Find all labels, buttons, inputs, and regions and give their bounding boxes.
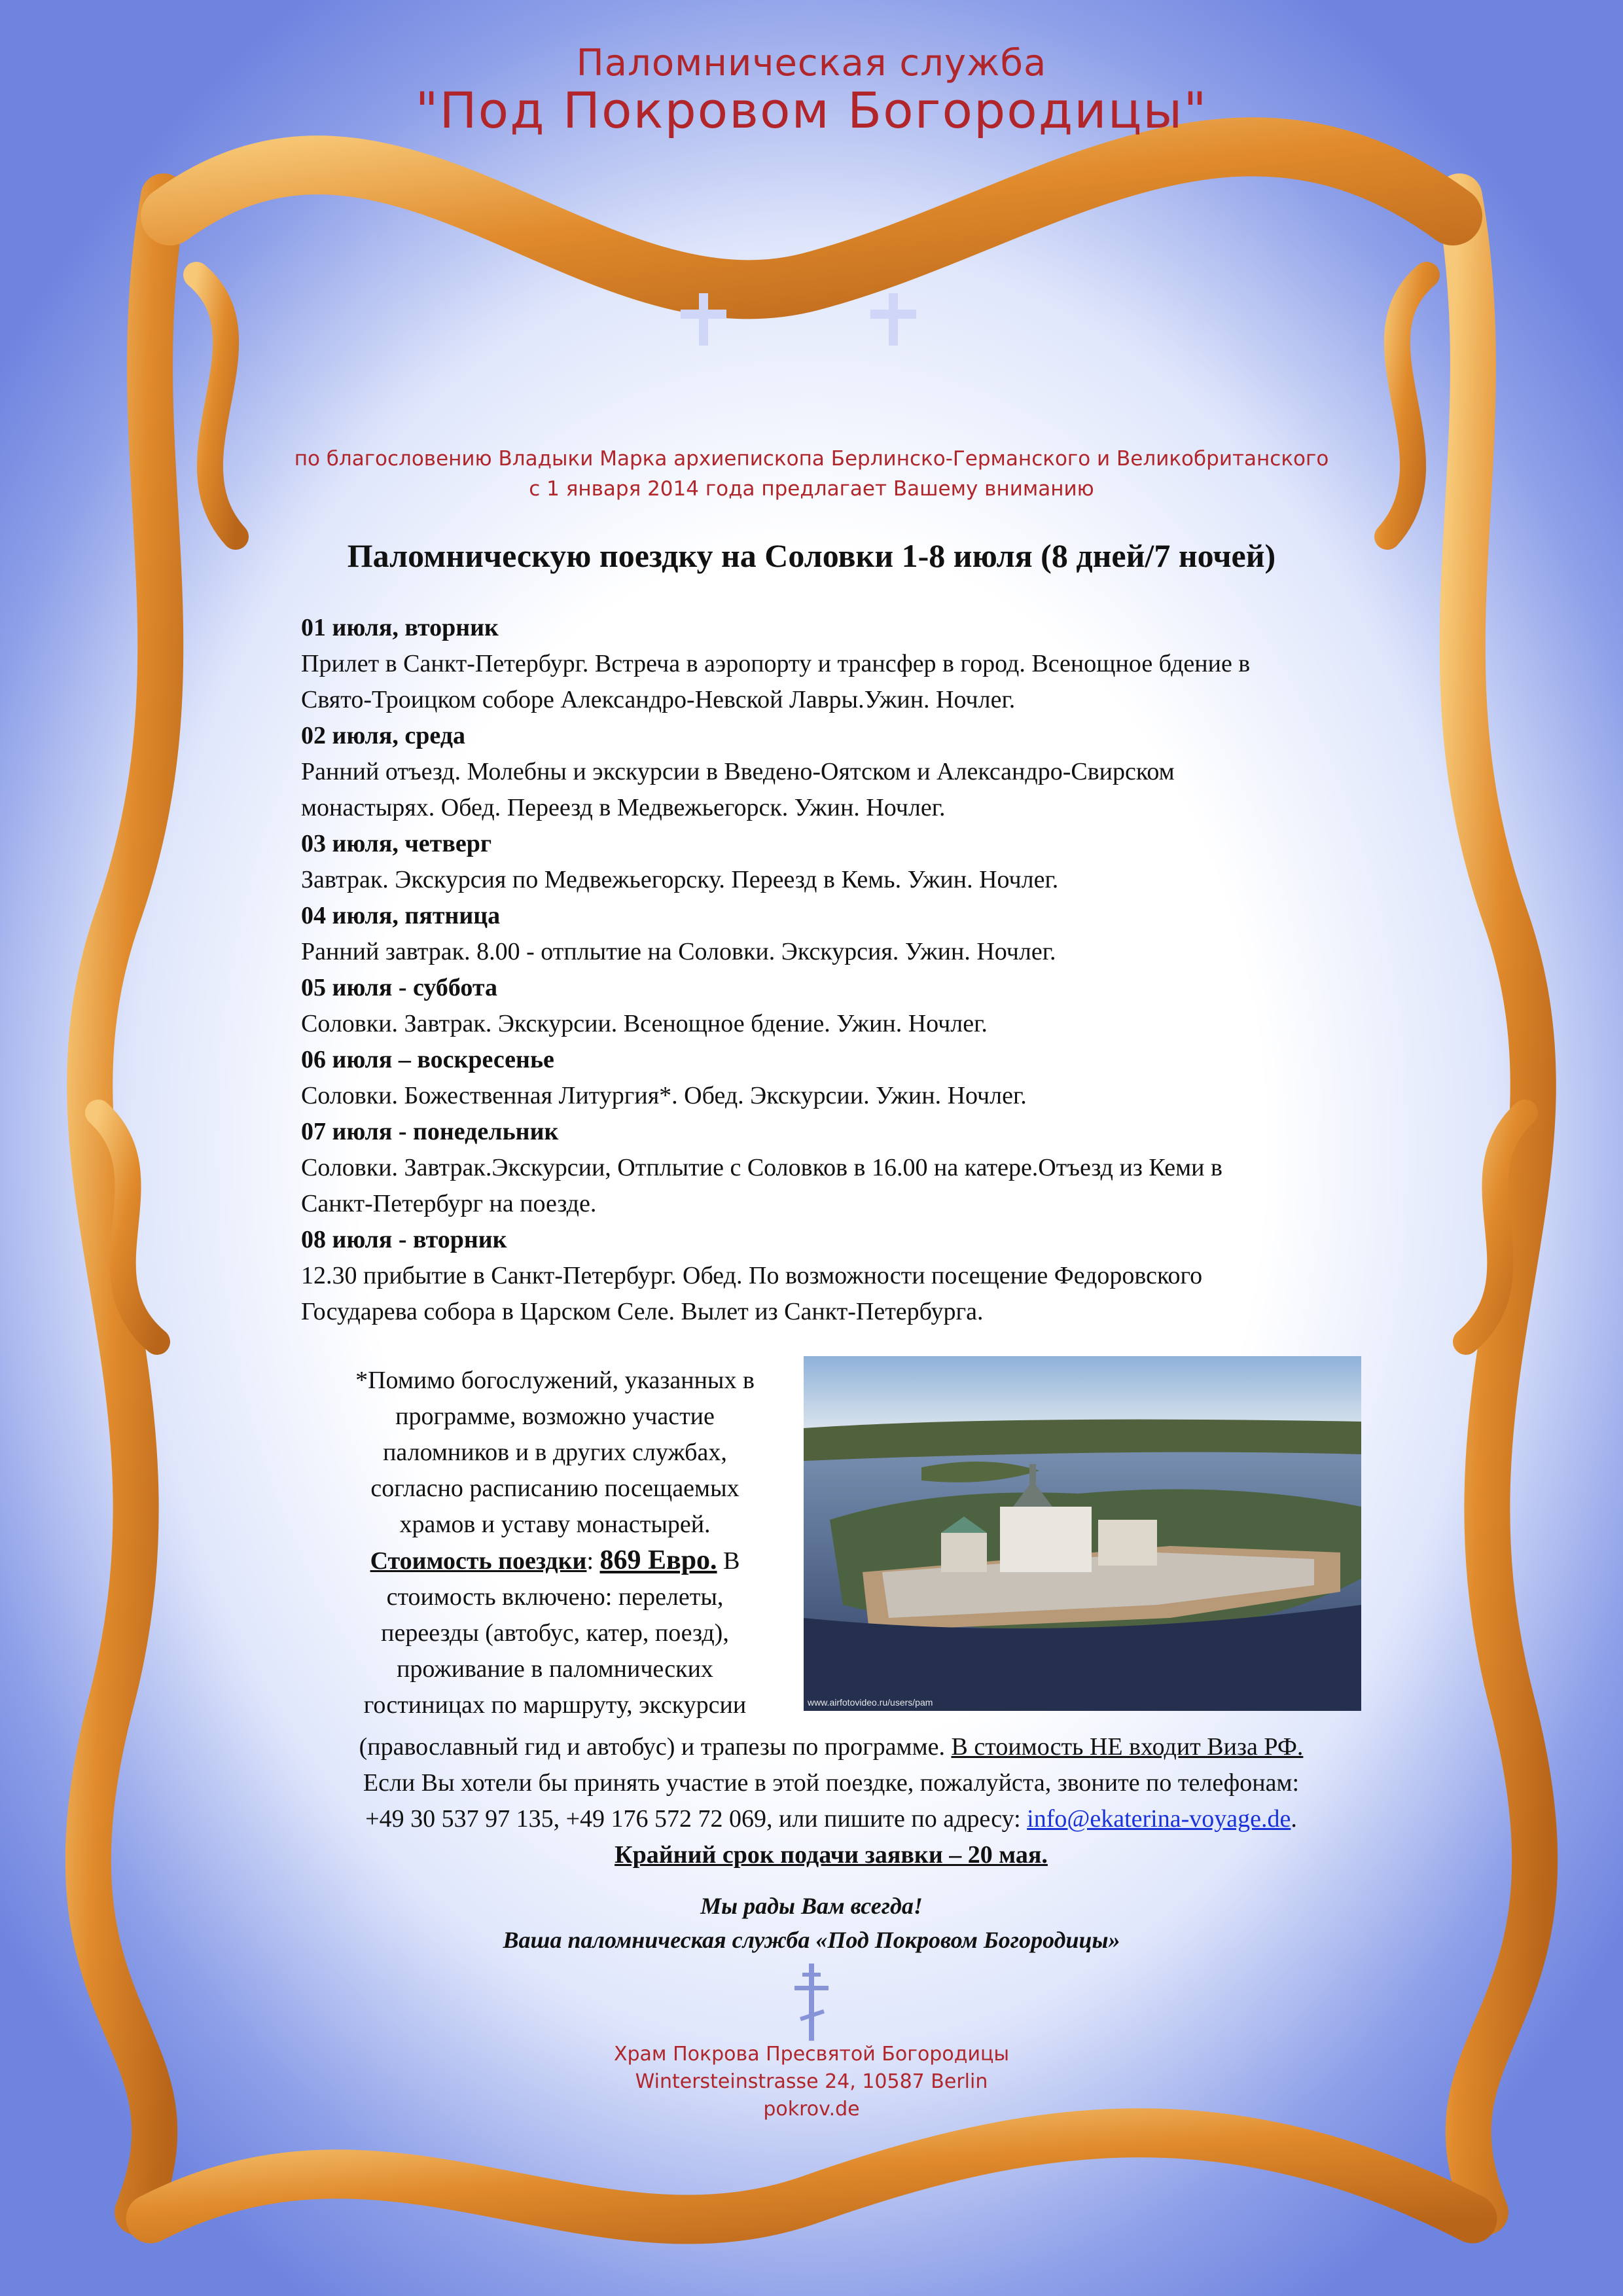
itinerary-text: Государева собора в Царском Селе. Вылет из Санкт-Петербурга. (301, 1298, 984, 1325)
organization-name: "Под Покровом Богородицы" (415, 81, 1208, 139)
itinerary-text: монастырях. Обед. Переезд в Медвежьегорск. Ужин. Ночлег. (301, 794, 946, 821)
itinerary-text: Соловки. Божественная Литургия*. Обед. Экскурсии. Ужин. Ночлег. (301, 1082, 1027, 1109)
note-line: храмов и уставу монастырей. (399, 1511, 711, 1538)
itinerary-date: 03 июля, четверг (301, 830, 492, 857)
included-line: гостиницах по маршруту, экскурсии (363, 1691, 747, 1719)
continuation-line (301, 1729, 1361, 1765)
contact-line (301, 1801, 1361, 1837)
signoff-line: Мы рады Вам всегда! (700, 1893, 923, 1919)
details-continuation (301, 1729, 1361, 1873)
solovki-monastery-photo (804, 1356, 1361, 1711)
included-line: проживание в паломнических (397, 1655, 713, 1683)
cross-icon (870, 293, 916, 346)
phone-numbers: +49 30 537 97 135, +49 176 572 72 069, или пишите по адресу: (365, 1805, 1027, 1833)
itinerary-text: Свято-Троицком соборе Александро-Невской Лавры.Ужин. Ночлег. (301, 686, 1016, 713)
street-address: Wintersteinstrasse 24, 10587 Berlin (635, 2070, 988, 2093)
itinerary-text: Санкт-Петербург на поезде. (301, 1190, 597, 1217)
itinerary-text: 12.30 прибытие в Санкт-Петербург. Обед. По возможности посещение Федоровского (301, 1262, 1203, 1289)
itinerary-date: 08 июля - вторник (301, 1226, 507, 1253)
services-note (306, 1363, 804, 1723)
church-address (0, 2041, 1623, 2123)
itinerary-date: 05 июля - суббота (301, 974, 498, 1001)
email-link[interactable]: info@ekaterina-voyage.de (1027, 1805, 1291, 1833)
itinerary-date: 06 июля – воскресенье (301, 1046, 554, 1073)
website: pokrov.de (763, 2098, 860, 2121)
itinerary-text: Завтрак. Экскурсия по Медвежьегорску. Переезд в Кемь. Ужин. Ночлег. (301, 866, 1059, 893)
included-line: переезды (автобус, катер, поезд), (381, 1619, 729, 1647)
signoff-line: Ваша паломническая служба «Под Покровом Богородицы» (503, 1927, 1120, 1953)
church-name: Храм Покрова Пресвятой Богородицы (613, 2043, 1010, 2066)
itinerary-date: 01 июля, вторник (301, 614, 499, 641)
cost-label: Стоимость поездки (370, 1547, 587, 1575)
itinerary-text: Соловки. Завтрак.Экскурсии, Отплытие с Соловков в 16.00 на катере.Отъезд из Кеми в (301, 1154, 1222, 1181)
note-line: согласно расписанию посещаемых (370, 1475, 740, 1502)
note-line: паломников и в других службах, (383, 1439, 727, 1466)
itinerary-text: Прилет в Санкт-Петербург. Встреча в аэропорту и трансфер в город. Всенощное бдение в (301, 650, 1251, 677)
organization-label: Паломническая служба (576, 42, 1047, 84)
itinerary-text: Ранний завтрак. 8.00 - отплытие на Соловки. Экскурсия. Ужин. Ночлег. (301, 938, 1056, 965)
meals-text: (православный гид и автобус) и трапезы по программе. (359, 1733, 952, 1761)
cost-value: 869 Евро. (599, 1545, 717, 1575)
blessing-line: по благословению Владыки Марка архиепископа Берлинско-Германского и Великобританского (294, 447, 1329, 471)
itinerary-text: Соловки. Завтрак. Экскурсии. Всенощное бдение. Ужин. Ночлег. (301, 1010, 988, 1037)
application-deadline: Крайний срок подачи заявки – 20 мая. (615, 1841, 1048, 1869)
blessing-text (0, 444, 1623, 504)
cost-after: В (717, 1547, 740, 1575)
cost-separator: : (586, 1547, 600, 1575)
itinerary (301, 610, 1361, 1330)
contact-invite: Если Вы хотели бы принять участие в этой поездке, пожалуйста, звоните по телефонам: (363, 1769, 1300, 1797)
cross-icon (681, 293, 726, 346)
note-line: *Помимо богослужений, указанных в (355, 1367, 755, 1394)
photo-watermark: www.airfotovideo.ru/users/pam (808, 1697, 933, 1708)
included-line: стоимость включено: перелеты, (386, 1583, 724, 1611)
blessing-line: с 1 января 2014 года предлагает Вашему вниманию (529, 477, 1094, 501)
signoff (0, 1889, 1623, 1957)
visa-note: В стоимость НЕ входит Виза РФ. (951, 1733, 1304, 1761)
itinerary-date: 04 июля, пятница (301, 902, 501, 929)
orthodox-cross-icon (794, 1964, 829, 2041)
itinerary-date: 07 июля - понедельник (301, 1118, 559, 1145)
itinerary-date: 02 июля, среда (301, 722, 465, 749)
cost-line (306, 1543, 804, 1579)
note-line: программе, возможно участие (395, 1403, 715, 1430)
contact-period: . (1291, 1805, 1297, 1833)
itinerary-text: Ранний отъезд. Молебны и экскурсии в Введено-Оятском и Александро-Свирском (301, 758, 1175, 785)
trip-title: Паломническую поездку на Соловки 1-8 июля (8 дней/7 ночей) (347, 537, 1276, 574)
